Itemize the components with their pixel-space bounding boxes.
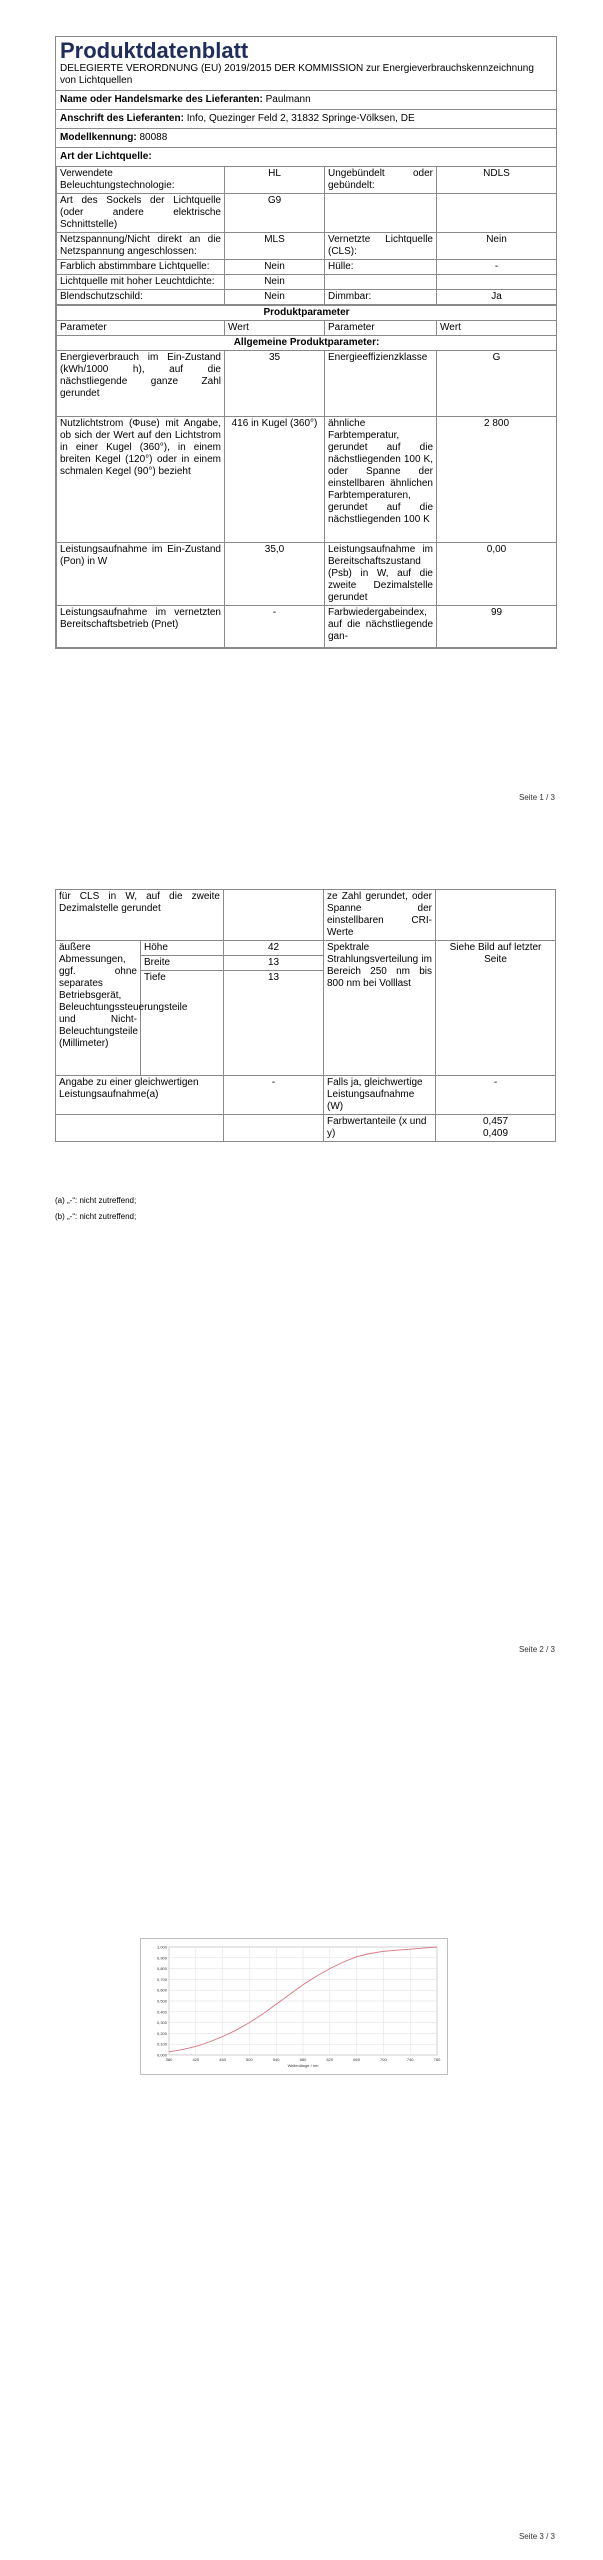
lamp-row	[57, 275, 557, 290]
dim-value-width: 13	[224, 956, 324, 971]
continued-label-left: für CLS in W, auf die zweite Dezimalstelle gerundet	[56, 890, 224, 941]
lamp-value-left: HL	[225, 167, 325, 194]
y-tick-label: 0,300	[156, 2020, 167, 2026]
lamp-label-right	[325, 275, 437, 290]
x-tick-label: 540	[272, 2057, 280, 2062]
dim-label-width: Breite	[141, 956, 224, 971]
lamp-value-left: Nein	[225, 290, 325, 305]
y-tick-label: 1,000	[156, 1944, 167, 1950]
param-value-left: -	[225, 606, 325, 648]
address-value: Info, Quezinger Feld 2, 31832 Springe-Völksen, DE	[186, 113, 415, 124]
param-label-left: Energieverbrauch im Ein-Zustand (kWh/1000 h), auf die nächstliegende ganze Zahl gerundet	[57, 351, 225, 417]
y-tick-label: 0,800	[156, 1966, 167, 1972]
dim-value-height: 42	[224, 941, 324, 956]
dimensions-label: äußere Abmessungen, ggf. ohne separates Betriebsgerät, Beleuchtungssteuerungsteile und Nicht-Beleuchtungsteile (Millimeter)	[56, 941, 141, 1076]
model-row	[56, 128, 556, 147]
address-label: Anschrift des Lieferanten:	[60, 113, 184, 124]
lamp-value-left: Nein	[225, 275, 325, 290]
param-label-left: Leistungsaufnahme im vernetzten Bereitschaftsbetrieb (Pnet)	[57, 606, 225, 648]
lamp-label-right: Ungebündelt oder gebündelt:	[325, 167, 437, 194]
lamp-label-left: Netzspannung/Nicht direkt an die Netzspannung angeschlossen:	[57, 233, 225, 260]
color-x: 0,457	[482, 1116, 509, 1127]
equiv2-value: -	[436, 1076, 556, 1115]
y-tick-label: 0,600	[156, 1987, 167, 1993]
lamp-value-right	[437, 194, 557, 233]
lamp-label-right	[325, 194, 437, 233]
x-tick-label: 580	[299, 2057, 307, 2062]
empty-cell	[56, 1115, 224, 1142]
y-tick-label: 0,900	[156, 1955, 167, 1961]
lamp-value-left: G9	[225, 194, 325, 233]
dim-label-depth: Tiefe	[141, 971, 224, 1076]
page-2	[0, 853, 603, 1706]
type-row	[56, 147, 556, 166]
x-tick-label: 460	[219, 2057, 226, 2062]
continued-label-right: ze Zahl gerundet, oder Spanne der einstellbaren CRI-Werte	[324, 890, 436, 941]
y-tick-label: 0,400	[156, 2009, 167, 2015]
lamp-value-right: Nein	[437, 233, 557, 260]
x-tick-label: 380	[165, 2057, 173, 2062]
general-heading: Allgemeine Produktparameter:	[57, 336, 557, 351]
datasheet-box	[55, 36, 557, 649]
footnote-b: (b) „-“: nicht zutreffend;	[55, 1212, 137, 1221]
params-heading: Produktparameter	[57, 306, 557, 321]
param-row	[57, 543, 557, 606]
supplier-label: Name oder Handelsmarke des Lieferanten:	[60, 94, 263, 105]
y-tick-label: 0,000	[156, 2052, 167, 2058]
param-table-continued	[55, 889, 556, 1142]
footnote-a: (a) „-“: nicht zutreffend;	[55, 1196, 137, 1205]
supplier-value: Paulmann	[265, 94, 311, 105]
equiv2-label: Falls ja, gleichwertige Leistungsaufnahme (W)	[324, 1076, 436, 1115]
param-label-left: Nutzlichtstrom (Φuse) mit Angabe, ob sich der Wert auf den Lichtstrom in einer Kugel (360°), in einem breiten Kegel (120°) oder in einem schmalen Kegel (90°) bezieht	[57, 417, 225, 543]
col-param: Parameter	[57, 321, 225, 336]
param-label-right: Farbwiedergabeindex, auf die nächstliegende gan-	[325, 606, 437, 648]
param-label-left: Leistungsaufnahme im Ein-Zustand (Pon) in W	[57, 543, 225, 606]
doc-subtitle: DELEGIERTE VERORDNUNG (EU) 2019/2015 DER KOMMISSION zur Energieverbrauchskennzeichnung von Lichtquellen	[60, 63, 534, 86]
lamp-row	[57, 233, 557, 260]
empty-cell-2	[224, 1115, 324, 1142]
type-label: Art der Lichtquelle:	[60, 151, 152, 162]
model-value: 80088	[139, 132, 168, 143]
lamp-value-right: NDLS	[437, 167, 557, 194]
x-tick-label: 660	[353, 2057, 360, 2062]
param-label-right: Leistungsaufnahme im Bereitschaftszustand (Psb) in W, auf die zweite Dezimalstelle gerundet	[325, 543, 437, 606]
color-y: 0,409	[482, 1128, 509, 1139]
x-tick-label: 740	[406, 2057, 414, 2062]
lamp-label-left: Verwendete Beleuchtungstechnologie:	[57, 167, 225, 194]
spectral-chart	[140, 1938, 448, 2075]
continued-value-right	[436, 890, 556, 941]
param-table	[56, 305, 557, 648]
lamp-label-right: Dimmbar:	[325, 290, 437, 305]
color-values	[436, 1115, 556, 1142]
x-tick-label: 500	[246, 2057, 253, 2062]
param-row	[57, 606, 557, 648]
param-value-left: 35	[225, 351, 325, 417]
lamp-row	[57, 260, 557, 275]
col-value: Wert	[225, 321, 325, 336]
lamp-value-right	[437, 275, 557, 290]
param-value-right: 0,00	[437, 543, 557, 606]
dim-value-depth: 13	[224, 971, 324, 1076]
param-row	[57, 417, 557, 543]
y-tick-label: 0,700	[156, 1976, 167, 1982]
x-tick-label: 420	[192, 2057, 200, 2062]
lamp-row	[57, 167, 557, 194]
lamp-label-left: Art des Sockels der Lichtquelle (oder andere elektrische Schnittstelle)	[57, 194, 225, 233]
col-param-2: Parameter	[325, 321, 437, 336]
x-tick-label: 620	[326, 2057, 334, 2062]
lamp-label-right: Vernetzte Lichtquelle (CLS):	[325, 233, 437, 260]
col-value-2: Wert	[437, 321, 557, 336]
lamp-value-right: -	[437, 260, 557, 275]
lamp-row	[57, 290, 557, 305]
param-value-right: 99	[437, 606, 557, 648]
color-label: Farbwertanteile (x und y)	[324, 1115, 436, 1142]
lamp-label-left: Farblich abstimmbare Lichtquelle:	[57, 260, 225, 275]
x-tick-label: 780	[433, 2057, 441, 2062]
chart-svg	[141, 1939, 447, 2074]
address-row	[56, 109, 556, 128]
page-footer-2: Seite 2 / 3	[518, 1645, 555, 1654]
lamp-label-left: Blendschutzschild:	[57, 290, 225, 305]
page-footer-1: Seite 1 / 3	[518, 793, 555, 802]
page-footer-3: Seite 3 / 3	[518, 2532, 555, 2541]
equiv-label: Angabe zu einer gleichwertigen Leistungsaufnahme(a)	[56, 1076, 224, 1115]
lamp-row	[57, 194, 557, 233]
param-value-right: 2 800	[437, 417, 557, 543]
param-value-left: 416 in Kugel (360°)	[225, 417, 325, 543]
y-tick-label: 0,100	[156, 2041, 167, 2047]
model-label: Modellkennung:	[60, 132, 137, 143]
lamp-value-right: Ja	[437, 290, 557, 305]
lamp-label-left: Lichtquelle mit hoher Leuchtdichte:	[57, 275, 225, 290]
x-axis-label: Wellenlänge / nm	[287, 2063, 319, 2068]
lamp-value-left: Nein	[225, 260, 325, 275]
lamp-label-right: Hülle:	[325, 260, 437, 275]
spectral-value: Siehe Bild auf letzter Seite	[436, 941, 556, 1076]
param-value-right: G	[437, 351, 557, 417]
continued-value-left	[224, 890, 324, 941]
dim-label-height: Höhe	[141, 941, 224, 956]
y-tick-label: 0,200	[156, 2030, 167, 2036]
supplier-row	[56, 90, 556, 109]
spectral-label: Spektrale Strahlungsverteilung im Bereich 250 nm bis 800 nm bei Volllast	[324, 941, 436, 1076]
param-row	[57, 351, 557, 417]
param-label-right: Energieeffizienzklasse	[325, 351, 437, 417]
page-1	[0, 0, 603, 853]
y-tick-label: 0,500	[156, 1998, 167, 2004]
x-tick-label: 700	[380, 2057, 387, 2062]
page-3	[0, 1706, 603, 2560]
param-value-left: 35,0	[225, 543, 325, 606]
lamp-value-left: MLS	[225, 233, 325, 260]
lamp-table	[56, 166, 557, 305]
doc-title: Produktdatenblatt	[60, 38, 249, 63]
param-label-right: ähnliche Farbtemperatur, gerundet auf die nächstliegenden 100 K, oder Spanne der einstellbaren ähnlichen Farbtemperaturen, gerundet auf die nächstliegenden 100 K	[325, 417, 437, 543]
equiv-value: -	[224, 1076, 324, 1115]
